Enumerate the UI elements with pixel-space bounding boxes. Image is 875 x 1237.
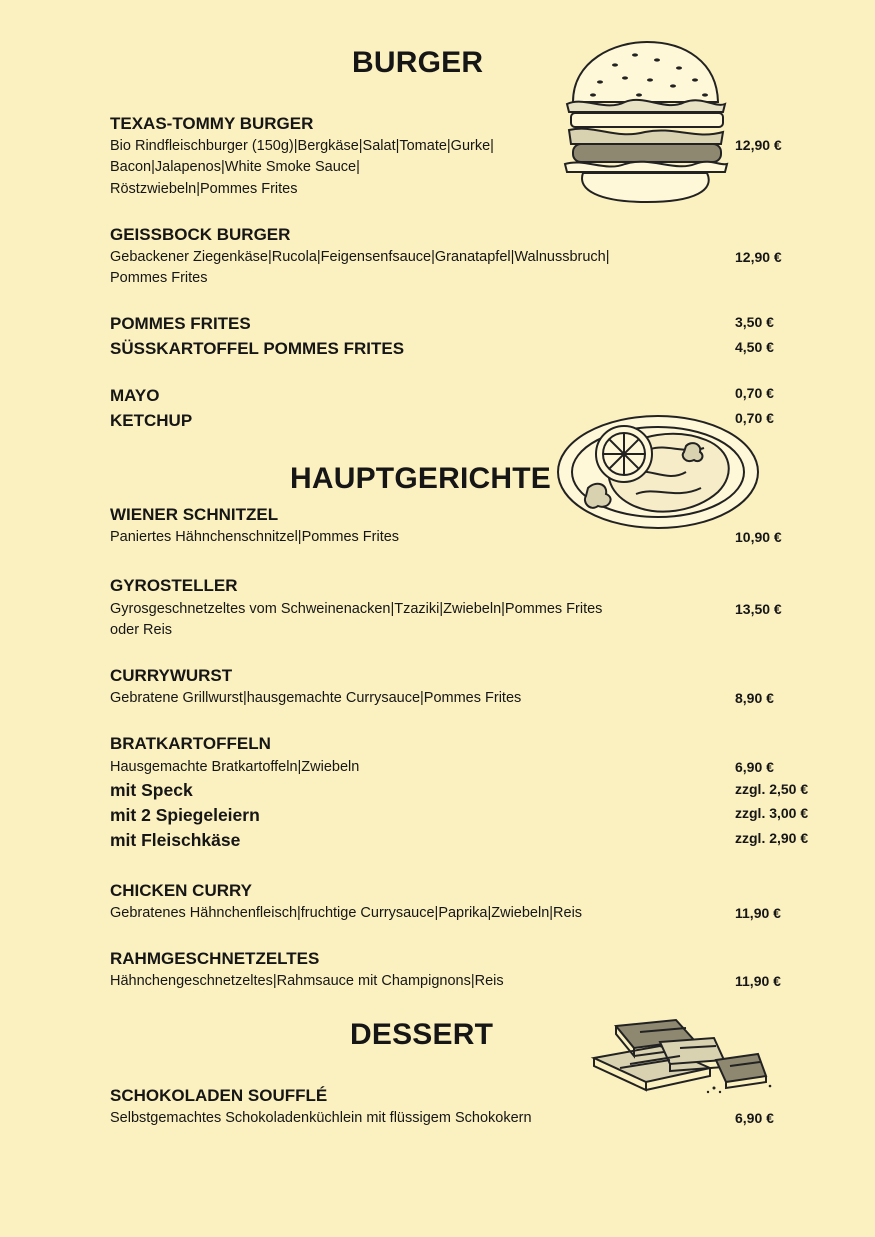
price-ketchup: 0,70 € bbox=[735, 410, 774, 426]
extra-price-fleischkaese: zzgl. 2,90 € bbox=[735, 830, 809, 846]
extra-price-speck: zzgl. 2,50 € bbox=[735, 781, 809, 797]
item-desc-texas-tommy-1: Bio Rindfleischburger (150g)|Bergkäse|Salat|Tomate|Gurke| bbox=[110, 138, 494, 154]
burger-illustration bbox=[555, 40, 735, 205]
item-desc-geissbock-2: Pommes Frites bbox=[110, 270, 208, 286]
item-name-suesskartoffel: SÜSSKARTOFFEL POMMES FRITES bbox=[110, 339, 405, 358]
item-name-bratkartoffeln: BRATKARTOFFELN bbox=[110, 734, 271, 753]
schnitzel-plate-illustration bbox=[556, 414, 761, 532]
item-name-currywurst: CURRYWURST bbox=[110, 666, 233, 685]
item-desc-bratkartoffeln: Hausgemachte Bratkartoffeln|Zwiebeln bbox=[110, 759, 360, 775]
section-title-burger: BURGER bbox=[352, 46, 484, 79]
item-name-wiener-schnitzel: WIENER SCHNITZEL bbox=[110, 505, 279, 524]
price-mayo: 0,70 € bbox=[735, 385, 774, 401]
item-name-ketchup: KETCHUP bbox=[110, 411, 193, 430]
price-geissbock: 12,90 € bbox=[735, 249, 782, 265]
price-texas-tommy: 12,90 € bbox=[735, 137, 782, 153]
price-rahmgeschnetzeltes: 11,90 € bbox=[735, 973, 781, 989]
item-name-texas-tommy: TEXAS-TOMMY BURGER bbox=[110, 114, 314, 133]
extra-label-spiegeleier: mit 2 Spiegeleiern bbox=[110, 805, 260, 825]
item-desc-currywurst: Gebratene Grillwurst|hausgemachte Currysauce|Pommes Frites bbox=[110, 690, 522, 706]
price-wiener-schnitzel: 10,90 € bbox=[735, 529, 782, 545]
item-desc-texas-tommy-2: Bacon|Jalapenos|White Smoke Sauce| bbox=[110, 159, 360, 175]
item-name-chicken-curry: CHICKEN CURRY bbox=[110, 881, 252, 900]
item-name-schokoladen-souffle: SCHOKOLADEN SOUFFLÉ bbox=[110, 1086, 328, 1105]
item-name-geissbock: GEISSBOCK BURGER bbox=[110, 225, 291, 244]
price-pommes: 3,50 € bbox=[735, 314, 774, 330]
item-desc-rahmgeschnetzeltes: Hähnchengeschnetzeltes|Rahmsauce mit Champignons|Reis bbox=[110, 973, 504, 989]
item-name-pommes: POMMES FRITES bbox=[110, 314, 251, 333]
section-title-dessert: DESSERT bbox=[350, 1018, 494, 1051]
item-desc-chicken-curry: Gebratenes Hähnchenfleisch|fruchtige Currysauce|Paprika|Zwiebeln|Reis bbox=[110, 905, 583, 921]
item-desc-texas-tommy-3: Röstzwiebeln|Pommes Frites bbox=[110, 181, 298, 197]
price-gyrosteller: 13,50 € bbox=[735, 601, 782, 617]
item-desc-schokoladen-souffle: Selbstgemachtes Schokoladenküchlein mit flüssigem Schokokern bbox=[110, 1110, 532, 1126]
item-desc-gyrosteller-2: oder Reis bbox=[110, 622, 173, 638]
price-currywurst: 8,90 € bbox=[735, 690, 774, 706]
item-desc-wiener-schnitzel: Paniertes Hähnchenschnitzel|Pommes Frites bbox=[110, 529, 400, 545]
item-name-gyrosteller: GYROSTELLER bbox=[110, 576, 238, 595]
extra-price-spiegeleier: zzgl. 3,00 € bbox=[735, 805, 809, 821]
price-schokoladen-souffle: 6,90 € bbox=[735, 1110, 774, 1126]
chocolate-bars-illustration bbox=[590, 1016, 775, 1096]
extra-label-speck: mit Speck bbox=[110, 780, 193, 800]
price-bratkartoffeln: 6,90 € bbox=[735, 759, 774, 775]
extra-label-fleischkaese: mit Fleischkäse bbox=[110, 830, 241, 850]
item-desc-gyrosteller-1: Gyrosgeschnetzeltes vom Schweinenacken|Tzaziki|Zwiebeln|Pommes Frites bbox=[110, 601, 603, 617]
price-suesskartoffel: 4,50 € bbox=[735, 339, 774, 355]
item-desc-geissbock-1: Gebackener Ziegenkäse|Rucola|Feigensenfsauce|Granatapfel|Walnussbruch| bbox=[110, 249, 610, 265]
item-name-rahmgeschnetzeltes: RAHMGESCHNETZELTES bbox=[110, 949, 320, 968]
section-title-hauptgerichte: HAUPTGERICHTE bbox=[290, 462, 551, 495]
price-chicken-curry: 11,90 € bbox=[735, 905, 781, 921]
item-name-mayo: MAYO bbox=[110, 386, 160, 405]
